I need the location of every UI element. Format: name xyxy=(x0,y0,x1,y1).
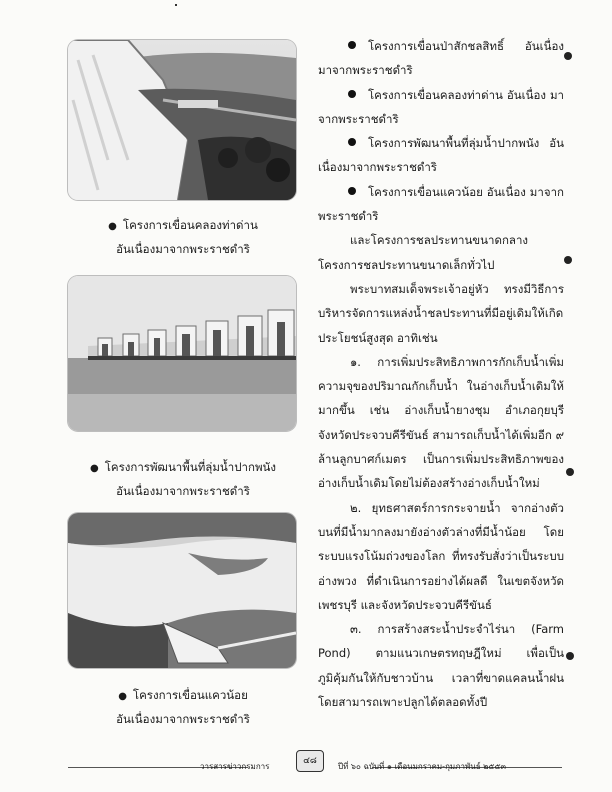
paragraph-4: ๒. ยุทธศาสตร์การกระจายน้ำ จากอ่างตัวบนที่มีน้ำมากลงมายังอ่างตัวล่างที่มีน้ำน้อย โดยระบบแรงโน้มถ่วงของโลก ที่ทรงรับสั่งว่าเป็นระบบอ่างพวง ที่ดำเนินการอย่างได้ผลดี ในเขตจังหวัดเพชรบุรี และจังหวัดประจวบคีรีขันธ์ xyxy=(318,500,564,612)
caption-3-line1: โครงการเขื่อนแควน้อย xyxy=(132,688,248,702)
photo-khlong-tha-dan-dam xyxy=(68,40,296,200)
paragraph-1: และโครงการชลประทานขนาดกลาง โครงการชลประทานขนาดเล็กทั่วไป xyxy=(318,233,529,272)
reservoir-image xyxy=(68,513,296,668)
caption-2-line2: อันเนื่องมาจากพระราชดำริ xyxy=(116,484,250,498)
article-body xyxy=(318,34,564,714)
bullet-item-2: โครงการเขื่อนคลองท่าด่าน อันเนื่อง มาจากพระราชดำริ xyxy=(318,87,564,126)
scan-speck xyxy=(175,4,177,6)
margin-dot-icon xyxy=(566,468,574,476)
bullet-icon: ● xyxy=(118,691,127,702)
bullet-icon xyxy=(348,187,356,195)
paragraph-2: พระบาทสมเด็จพระเจ้าอยู่หัว ทรงมีวิธีการบริหารจัดการแหล่งน้ำชลประทานที่มีอยู่เดิมให้เกิดประโยชน์สูงสุด อาทิเช่น xyxy=(318,281,564,345)
bullet-item-4: โครงการเขื่อนแควน้อย อันเนื่อง มาจากพระราชดำริ xyxy=(318,184,564,224)
page-number: ๔๘ xyxy=(296,750,324,772)
caption-1-line1: โครงการเขื่อนคลองท่าด่าน xyxy=(122,218,258,232)
bullet-item-3: โครงการพัฒนาพื้นที่ลุ่มน้ำปากพนัง อันเนื่องมาจากพระราชดำริ xyxy=(318,136,564,175)
bullet-icon xyxy=(348,41,356,49)
caption-3 xyxy=(70,684,296,730)
bullet-icon: ● xyxy=(108,221,117,232)
caption-1-line2: อันเนื่องมาจากพระราชดำริ xyxy=(116,242,250,256)
bullet-icon xyxy=(348,90,356,98)
caption-2-line1: โครงการพัฒนาพื้นที่ลุ่มน้ำปากพนัง xyxy=(104,460,277,474)
photo-khwae-noi-dam xyxy=(68,513,296,668)
dam-landscape-image xyxy=(68,40,296,200)
bullet-icon xyxy=(348,138,356,146)
water-gate-image xyxy=(68,276,296,431)
bullet-icon: ● xyxy=(89,463,99,474)
photo-pak-phanang-gate xyxy=(68,276,296,431)
caption-1 xyxy=(70,214,296,260)
bullet-item-1: โครงการเขื่อนป่าสักชลสิทธิ์ อันเนื่อง มาจากพระราชดำริ xyxy=(318,39,564,78)
paragraph-5: ๓. การสร้างสระน้ำประจำไร่นา (Farm Pond) ตามแนวเกษตรทฤษฎีใหม่ เพื่อเป็นภูมิคุ้มกันให้กับชาวบ้าน เวลาที่ขาดแคลนน้ำฝนโดยสามารถเพาะปลูกได้ตลอดทั้งปี xyxy=(318,622,564,710)
margin-dot-icon xyxy=(566,652,574,660)
margin-dot-icon xyxy=(564,52,572,60)
margin-dot-icon xyxy=(564,256,572,264)
caption-3-line2: อันเนื่องมาจากพระราชดำริ xyxy=(116,712,250,726)
caption-2 xyxy=(70,456,296,502)
paragraph-3: ๑. การเพิ่มประสิทธิภาพการกักเก็บน้ำเพิ่มความจุของปริมาณกักเก็บน้ำ ในอ่างเก็บน้ำเดิมให้มากขึ้น เช่น อ่างเก็บน้ำยางชุม อำเภอกุยบุรี จังหวัดประจวบคีรีขันธ์ สามารถเก็บน้ำได้เพิ่มอีก ๙ ล้านลูกบาศก์เมตร เป็นการเพิ่มประสิทธิภาพของอ่างเก็บน้ำเดิมโดยไม่ต้องสร้างอ่างเก็บน้ำใหม่ xyxy=(318,354,564,491)
footer-journal-title: วารสารข่าวกรมการ xyxy=(200,762,270,771)
footer-issue: ปีที่ ๖๐ ฉบับที่ ๑ เดือนมกราคม-กุมภาพันธ์ ๒๕๕๓ xyxy=(338,762,506,771)
